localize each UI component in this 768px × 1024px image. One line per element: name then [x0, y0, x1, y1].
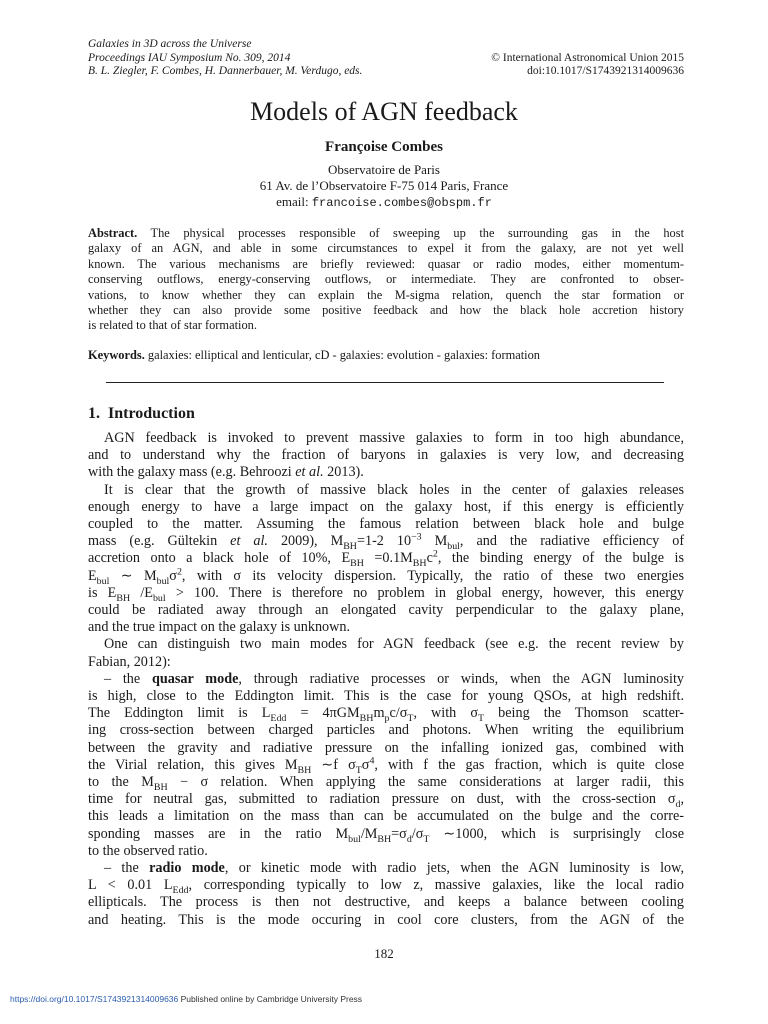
quasar-mode-term: quasar mode — [151, 670, 239, 687]
body-text — [88, 430, 684, 929]
page-number: 182 — [374, 946, 394, 961]
body-line: could be radiated away through an elongated cavity perpendicular to the galaxy plane, — [88, 602, 684, 619]
doi-link[interactable]: https://doi.org/10.1017/S1743921314009636 — [10, 994, 179, 1004]
body-line: between the gravity and radiative pressure on the infalling ionized gas, combined with — [88, 739, 684, 756]
header-editors: B. L. Ziegler, F. Combes, H. Dannerbauer, M. Verdugo, eds. — [88, 65, 363, 77]
radio-mode-term: radio mode — [149, 860, 225, 877]
body-line: The Eddington limit is $L_{Edd} = 4\pi GM_{BH}m_pc/\sigma_T$, with $\sigma_T$ being the Thomson scatter- — [88, 705, 685, 725]
affiliation — [0, 162, 768, 211]
body-line: accretion onto a black hole of 10%, $E_{BH} =0.1M_{BH}c^2$, the binding energy of the bulge is — [88, 548, 684, 570]
body-line: and the true impact on the galaxy is unknown. — [88, 619, 351, 636]
abstract-line-4: conserving outflows, energy-conserving outflows, or intermediate. They are confronted to obser- — [88, 272, 684, 287]
footer — [10, 994, 362, 1004]
affiliation-email-line — [0, 194, 768, 211]
header-volume-title: Galaxies in 3D across the Universe — [88, 38, 252, 50]
body-line: Fabian, 2012): — [88, 653, 171, 670]
body-line: enough energy to have a large impact on the galaxy host, if this energy is efficiently — [88, 498, 684, 515]
body-line: to the observed ratio. — [88, 842, 208, 859]
body-line: to the $M_{BH} - \sigma$ relation. When applying the same considerations at larger radii, this — [88, 774, 684, 793]
body-line: One can distinguish two main modes for AGN feedback (see e.g. the recent review by — [104, 636, 684, 653]
body-line: time for neutral gas, submitted to radiation pressure on dust, with the cross-section $\sigma_d$, — [88, 791, 684, 811]
affiliation-address: 61 Av. de l’Observatoire F-75 014 Paris, France — [259, 178, 509, 193]
abstract-label: Abstract. — [88, 226, 138, 240]
keywords-text: galaxies: elliptical and lenticular, cD - galaxies: evolution - galaxies: formation — [147, 348, 540, 362]
body-line: coupled to the matter. Assuming the famous relation between black hole and bulge — [88, 516, 684, 533]
body-line: the Virial relation, this gives $M_{BH}$ ∼f $\sigma_T\sigma^4$, with f the gas fraction, which is quite close — [88, 755, 684, 776]
author-name: Françoise Combes — [325, 139, 443, 155]
body-line: mass (e.g. Gültekin et al. 2009), $M_{BH}=1-2$ $10^{-3}$ $M_{bul}$, and the radiative efficiency of — [88, 531, 685, 553]
header-doi: doi:10.1017/S1743921314009636 — [527, 65, 684, 77]
body-line: AGN feedback is invoked to prevent massive galaxies to form in too high abundance, — [104, 430, 684, 446]
abstract-line-7: is related to that of star formation. — [88, 318, 257, 333]
body-line: ing cross-section between charged particles and photons. When writing the equilibrium — [88, 722, 684, 739]
header-copyright: © International Astronomical Union 2015 — [491, 51, 684, 64]
body-line: ellipticals. The process is then not destructive, and keeps a balance between cooling — [88, 894, 684, 911]
affiliation-institution: Observatoire de Paris — [328, 162, 440, 177]
journal-header — [88, 38, 684, 79]
section-title: Introduction — [108, 405, 195, 422]
body-line: sponding masses are in the ratio $M_{bul}/M_{BH}=\sigma_d/\sigma_T$ ∼1000, which is surprisingly close — [88, 825, 684, 845]
abstract — [88, 226, 684, 334]
abstract-line-6: whether they can also provide some positive feedback and how the black hole accretion history — [88, 303, 684, 318]
body-line: and heating. This is the mode occuring in cool core clusters, from the AGN of the — [88, 911, 684, 928]
body-line: is $E_{BH}$ $/E_{bul} > 100$. There is therefore no problem in global energy, however, this energy — [88, 584, 685, 604]
email-label: email: — [276, 194, 309, 209]
header-proceedings: Proceedings IAU Symposium No. 309, 2014 — [88, 51, 291, 64]
body-line: – the radio mode, or kinetic mode with radio jets, when the AGN luminosity is low, — [104, 860, 685, 877]
abstract-line-1: Abstract. The physical processes responsible of sweeping up the surrounding gas in the host — [88, 226, 685, 240]
keywords-label: Keywords. — [88, 348, 145, 362]
email-link[interactable]: francoise.combes@obspm.fr — [311, 196, 492, 210]
body-line: – the quasar mode, through radiative processes or winds, when the AGN luminosity — [104, 670, 684, 687]
body-line: L < 0.01 $L_{Edd}$, corresponding typically to low z, massive galaxies, like the local radio — [88, 877, 684, 897]
body-line: $E_{bul}$ ∼ $M_{bul}\sigma^2$, with σ its velocity dispersion. Typically, the ratio of these two energies — [88, 565, 685, 587]
abstract-line-5: vations, to know whether they can explain the M-sigma relation, quench the star formation or — [88, 287, 684, 302]
body-line: this leads a limitation on the mass than can be accumulated on the bulge and the corre- — [88, 808, 684, 825]
section-divider — [106, 382, 664, 383]
keywords — [88, 348, 684, 363]
section-number: 1. — [88, 405, 100, 422]
section-heading — [88, 404, 195, 424]
paper-title: Models of AGN feedback — [250, 97, 518, 126]
abstract-line-2: galaxy of an AGN, and able in some circumstances to expel it from the galaxy, are not yet well — [88, 241, 684, 256]
published-note: Published online by Cambridge University Press — [180, 994, 363, 1004]
body-line: and to understand why the fraction of baryons in galaxies is very low, and decreasing — [88, 447, 684, 464]
body-line: is high, close to the Eddington limit. This is the case for young QSOs, at high redshift. — [88, 688, 684, 705]
abstract-line-3: known. The various mechanisms are briefly reviewed: quasar or radio modes, either momentum- — [88, 256, 684, 271]
body-line: It is clear that the growth of massive black holes in the center of galaxies releases — [104, 481, 684, 498]
body-line: with the galaxy mass (e.g. Behroozi et al. 2013). — [88, 464, 364, 481]
